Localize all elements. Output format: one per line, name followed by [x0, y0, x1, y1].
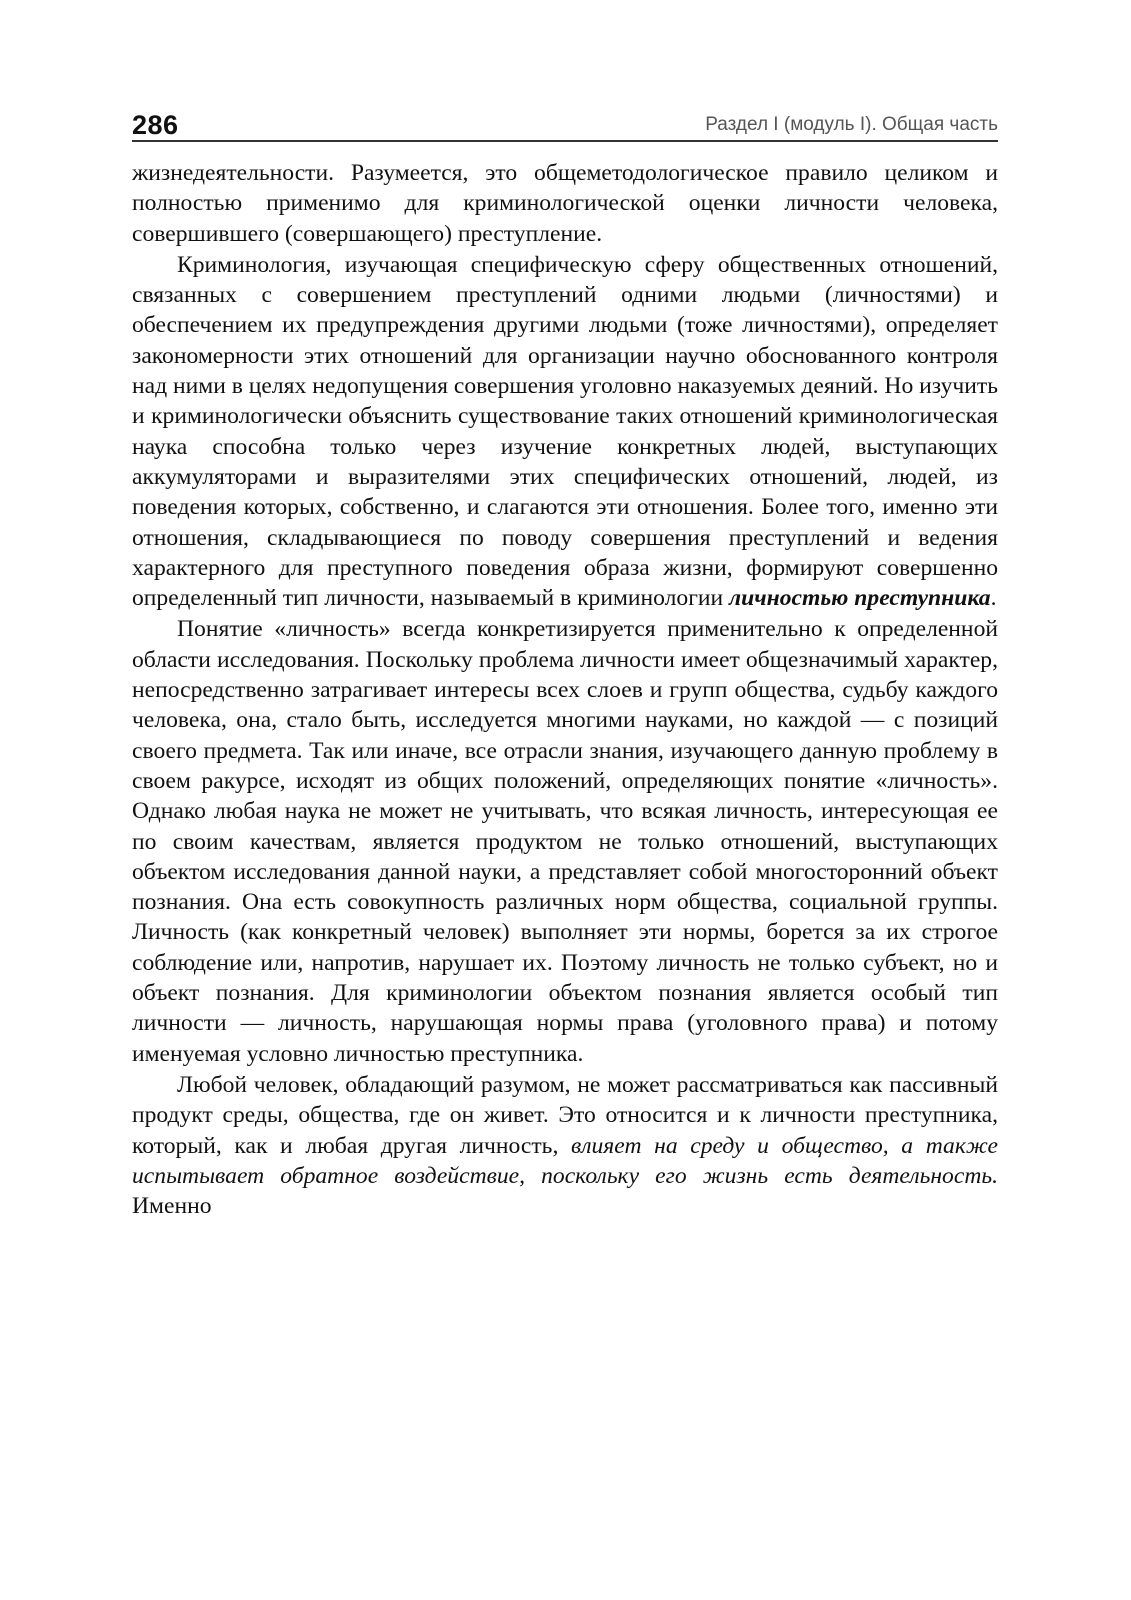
paragraph-1	[132, 158, 998, 249]
page-number: 286	[132, 110, 179, 140]
body-text	[132, 158, 998, 1221]
italic-emphasis: влияет на среду и общество, а также испытывает обратное воздействие, поскольку его жизнь есть деятельность.	[132, 1132, 998, 1189]
paragraph-text: Любой человек, обладающий разумом, не может рассматриваться как пассивный продукт среды, общества, где он живет. Это относится и к личности преступника, который, как и любая другая личность,	[132, 1071, 998, 1159]
book-page	[132, 106, 998, 1221]
paragraph-text-tail: Именно	[132, 1193, 212, 1220]
paragraph-text-tail: .	[990, 585, 997, 612]
running-title: Раздел I (модуль I). Общая часть	[705, 114, 998, 135]
paragraph-text: Понятие «личность» всегда конкретизируется применительно к определенной области исследования. Поскольку проблема личности имеет общезначимый характер, непосредственно затрагивает интересы всех слоев и групп общества, судьбу каждого человека, она, стало быть, исследуется многими науками, но каждой — с позиций своего предмета. Так или иначе, все отрасли знания, изучающего данную проблему в своем ракурсе, исходят из общих положений, определяющих понятие «личность». Однако любая наука не может не учитывать, что всякая личность, интересующая ее по своим качествам, является продуктом не только отношений, выступающих объектом исследования данной науки, а представляет собой многосторонний объект познания. Она есть совокупность различных норм общества, социальной группы. Личность (как конкретный человек) выполняет эти нормы, борется за их строгое соблюдение или, напротив, нарушает их. Поэтому личность не только субъект, но и объект познания. Для криминологии объектом познания является особый тип личности — личность, нарушающая нормы права (уголовного права) и потому именуемая условно личностью преступника.	[132, 616, 998, 1067]
paragraph-text: Криминология, изучающая специфическую сферу общественных отношений, связанных с совершением преступлений одними людьми (личностями) и обеспечением их предупреждения другими людьми (тоже личностями), определяет закономерности этих отношений для организации научно обоснованного контроля над ними в целях недопущения совершения уголовно наказуемых деяний. Но изучить и криминологически объяснить существование таких отношений криминологическая наука способна только через изучение конкретных людей, выступающих аккумуляторами и выразителями этих специфических отношений, людей, из поведения которых, собственно, и слагаются эти отношения. Более того, именно эти отношения, складывающиеся по поводу совершения преступлений и ведения характерного для преступного поведения образа жизни, формируют совершенно определенный тип личности, называемый в криминологии	[132, 251, 998, 612]
paragraph-2	[132, 250, 998, 614]
term-emphasis: личностью преступника	[729, 585, 991, 612]
paragraph-3	[132, 614, 998, 1068]
paragraph-4	[132, 1070, 998, 1221]
page-header	[132, 106, 998, 142]
paragraph-text: жизнедеятельности. Разумеется, это общеметодологическое правило целиком и полностью применимо для криминологической оценки личности человека, совершившего (совершающего) преступление.	[132, 160, 998, 247]
